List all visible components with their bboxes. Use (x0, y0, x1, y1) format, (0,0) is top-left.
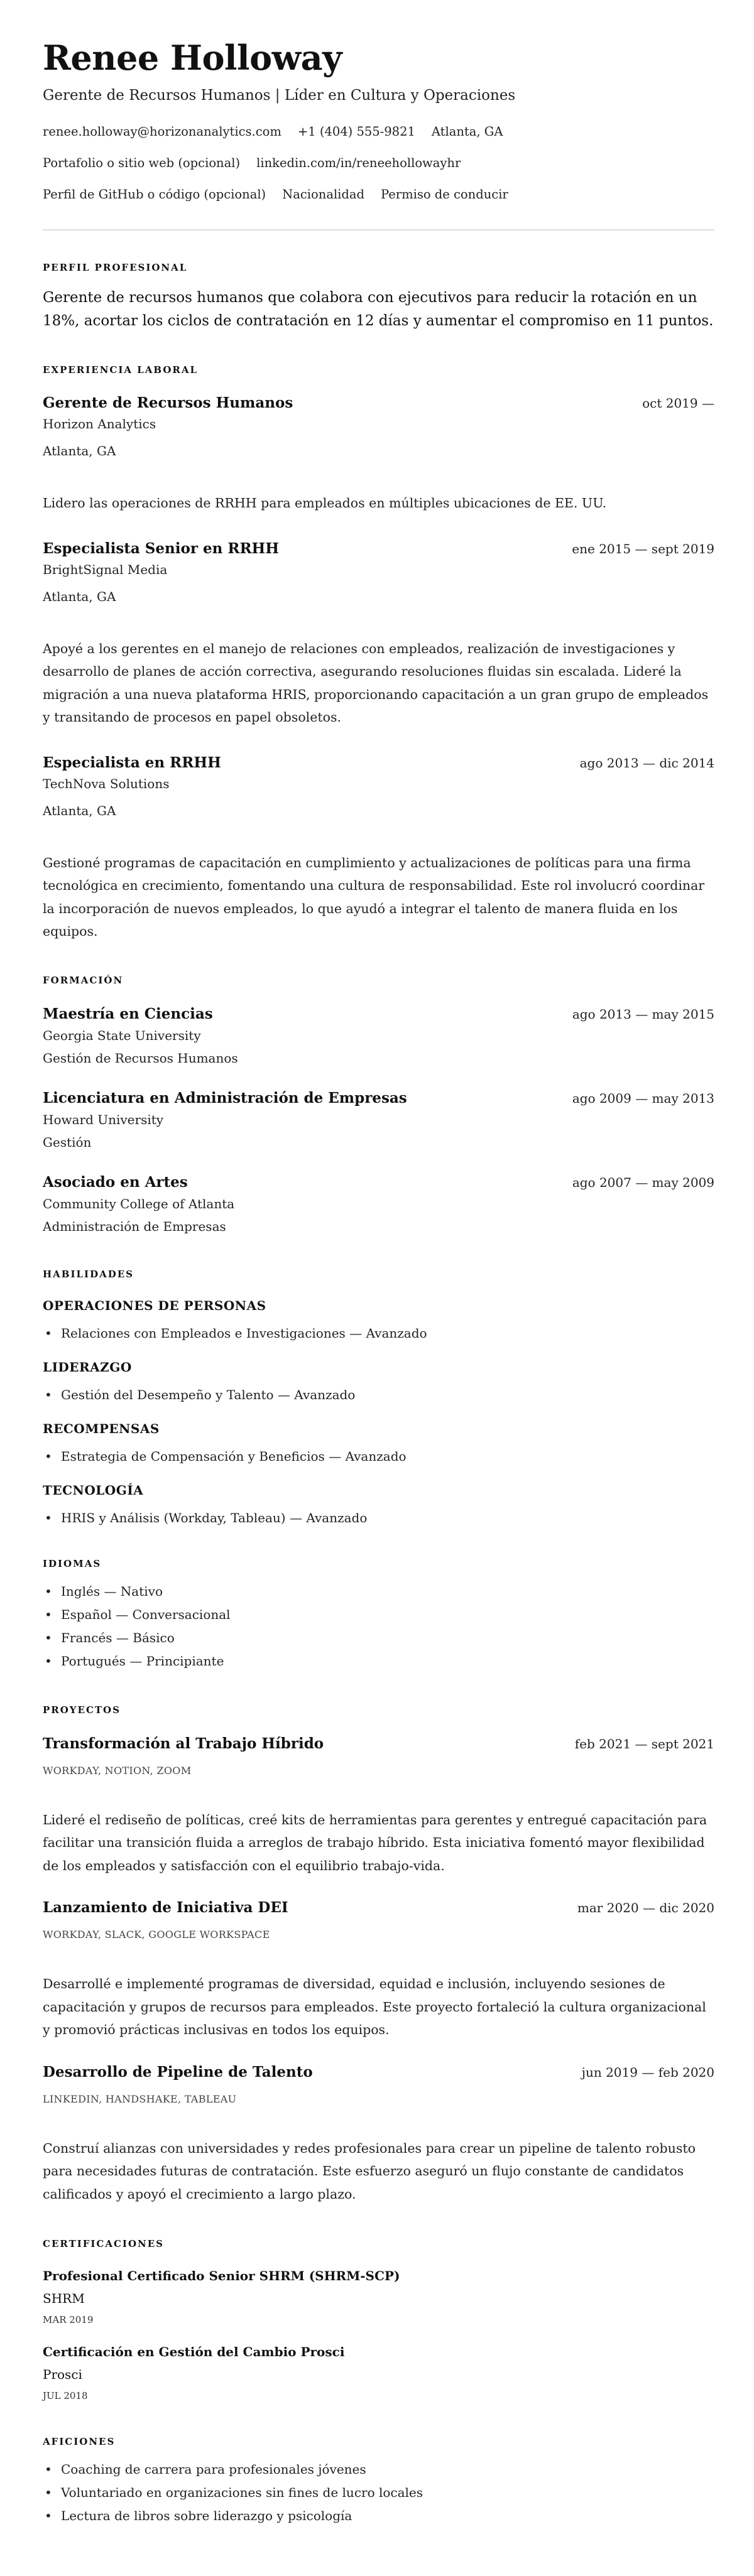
project-header (43, 2063, 714, 2082)
education-dates: ago 2013 — may 2015 (572, 1006, 714, 1022)
project-dates: jun 2019 — feb 2020 (581, 2064, 714, 2080)
language-item-text: Español — Conversacional (61, 1606, 231, 1622)
field-of-study: Gestión (43, 1134, 92, 1150)
bullet-icon: • (45, 1653, 52, 1669)
project-header (43, 1734, 714, 1753)
education-dates: ago 2007 — may 2009 (572, 1174, 714, 1190)
certification-name: Certificación en Gestión del Cambio Prosci (43, 2344, 345, 2359)
contact-item: Nacionalidad (282, 187, 365, 202)
certification-date: JUL 2018 (43, 2390, 88, 2401)
hobby-item (45, 2504, 714, 2528)
skill-item (45, 1386, 714, 1404)
bullet-icon: • (45, 1387, 52, 1402)
skill-item-list (43, 1509, 714, 1527)
section-heading: FORMACIÓN (43, 974, 124, 986)
section-heading: PROYECTOS (43, 1704, 121, 1716)
language-item (45, 1650, 714, 1673)
projects-section (43, 1704, 714, 2206)
section-heading: CERTIFICACIONES (43, 2238, 164, 2249)
project-title: Lanzamiento de Iniciativa DEI (43, 1899, 288, 1916)
section-heading: HABILIDADES (43, 1268, 134, 1280)
project-title: Transformación al Trabajo Híbrido (43, 1734, 324, 1752)
school-name: Community College of Atlanta (43, 1196, 235, 1211)
header-divider (43, 229, 714, 230)
project-tools: WORKDAY, NOTION, ZOOM (43, 1764, 192, 1777)
hobby-item (45, 2481, 714, 2504)
job-header (43, 754, 714, 772)
skill-item-text: Relaciones con Empleados e Investigaciones — Avanzado (61, 1325, 427, 1341)
language-item-text: Francés — Básico (61, 1630, 175, 1645)
skill-item-text: HRIS y Análisis (Workday, Tableau) — Avanzado (61, 1510, 368, 1525)
job-dates: ago 2013 — dic 2014 (579, 755, 714, 771)
language-item (45, 1626, 714, 1650)
job-description: Lidero las operaciones de RRHH para empleados en múltiples ubicaciones de EE. UU. (43, 495, 607, 511)
bullet-icon: • (45, 1448, 52, 1464)
section-heading: IDIOMAS (43, 1557, 102, 1569)
resume-header (43, 38, 714, 230)
job-title: Especialista en RRHH (43, 754, 221, 771)
hobby-item-text: Lectura de libros sobre liderazgo y psicología (61, 2508, 352, 2523)
project-tools: LINKEDIN, HANDSHAKE, TABLEAU (43, 2092, 237, 2105)
languages-section (43, 1557, 714, 1673)
skill-item-text: Estrategia de Compensación y Beneficios — Avanzado (61, 1448, 407, 1464)
certification-entry (43, 2267, 714, 2326)
education-header (43, 1005, 714, 1024)
education-entry (43, 1173, 714, 1235)
contact-item: Atlanta, GA (431, 124, 503, 139)
education-header (43, 1173, 714, 1192)
language-item (45, 1580, 714, 1603)
job-title: Especialista Senior en RRHH (43, 539, 280, 557)
contact-item: Permiso de conducir (381, 187, 508, 202)
certification-issuer: Prosci (43, 2367, 82, 2382)
hobby-item (45, 2458, 714, 2481)
contact-item: Portafolio o sitio web (opcional) (43, 156, 241, 170)
field-of-study: Gestión de Recursos Humanos (43, 1050, 238, 1066)
skill-item-list (43, 1386, 714, 1404)
project-entry (43, 2063, 714, 2206)
job-header (43, 394, 714, 413)
candidate-title: Gerente de Recursos Humanos | Líder en Cultura y Operaciones (43, 87, 516, 104)
project-header (43, 1898, 714, 1917)
degree-name: Maestría en Ciencias (43, 1005, 213, 1022)
project-dates: mar 2020 — dic 2020 (577, 1900, 714, 1915)
education-entry (43, 1089, 714, 1151)
project-entry (43, 1734, 714, 1878)
company-name: Horizon Analytics (43, 416, 156, 431)
job-header (43, 539, 714, 558)
education-entry (43, 1005, 714, 1067)
bullet-icon: • (45, 1583, 52, 1599)
company-name: TechNova Solutions (43, 776, 170, 791)
contact-link[interactable]: renee.holloway@horizonanalytics.com (43, 124, 281, 139)
education-section (43, 974, 714, 1235)
contact-item: +1 (404) 555-9821 (297, 124, 415, 139)
certification-name: Profesional Certificado Senior SHRM (SHRM-SCP) (43, 2268, 400, 2283)
job-entry (43, 394, 714, 515)
field-of-study: Administración de Empresas (43, 1218, 226, 1234)
job-entry (43, 539, 714, 729)
bullet-icon: • (45, 2508, 52, 2523)
bullet-icon: • (45, 1325, 52, 1341)
job-location: Atlanta, GA (43, 443, 116, 458)
bullet-icon: • (45, 1606, 52, 1622)
skill-item (45, 1509, 714, 1527)
job-dates: oct 2019 — (642, 396, 714, 411)
project-entry (43, 1898, 714, 2042)
skill-category: RECOMPENSAS (43, 1421, 160, 1436)
language-item-list (43, 1580, 714, 1673)
skill-item (45, 1448, 714, 1465)
contact-row (43, 155, 714, 171)
project-tools: WORKDAY, SLACK, GOOGLE WORKSPACE (43, 1929, 270, 1940)
job-entry (43, 754, 714, 943)
certification-date: MAR 2019 (43, 2314, 94, 2325)
contact-item: Perfil de GitHub o código (opcional) (43, 187, 266, 202)
hobby-item-text: Coaching de carrera para profesionales jóvenes (61, 2462, 366, 2477)
contact-row (43, 124, 714, 140)
resume-page (43, 0, 714, 2528)
job-location: Atlanta, GA (43, 588, 116, 604)
language-item-text: Inglés — Nativo (61, 1583, 163, 1599)
skill-category: TECNOLOGÍA (43, 1482, 144, 1498)
job-title: Gerente de Recursos Humanos (43, 394, 293, 411)
section-heading: EXPERIENCIA LABORAL (43, 364, 199, 376)
project-dates: feb 2021 — sept 2021 (574, 1736, 714, 1751)
certification-entry (43, 2343, 714, 2402)
skill-item (45, 1324, 714, 1342)
job-location: Atlanta, GA (43, 803, 116, 818)
skill-item-text: Gestión del Desempeño y Talento — Avanzado (61, 1387, 356, 1402)
bullet-icon: • (45, 2485, 52, 2500)
section-heading: AFICIONES (43, 2436, 116, 2447)
school-name: Georgia State University (43, 1027, 201, 1043)
certification-issuer: SHRM (43, 2291, 85, 2306)
skill-category: LIDERAZGO (43, 1359, 132, 1375)
summary-text: Gerente de recursos humanos que colabora con ejecutivos para reducir la rotación en un 18%, acortar los ciclos de contratación en 12 días y aumentar el compromiso en 11 puntos. (43, 290, 714, 329)
bullet-icon: • (45, 1510, 52, 1525)
school-name: Howard University (43, 1112, 164, 1127)
hobby-item-text: Voluntariado en organizaciones sin fines de lucro locales (61, 2485, 423, 2500)
summary-section (43, 261, 714, 333)
project-title: Desarrollo de Pipeline de Talento (43, 2063, 313, 2081)
bullet-icon: • (45, 2462, 52, 2477)
company-name: BrightSignal Media (43, 561, 168, 577)
skill-category: OPERACIONES DE PERSONAS (43, 1297, 266, 1313)
contact-row (43, 187, 714, 203)
degree-name: Asociado en Artes (43, 1173, 188, 1191)
section-heading: PERFIL PROFESIONAL (43, 262, 188, 273)
language-item-text: Portugués — Principiante (61, 1653, 224, 1669)
hobby-item-list (43, 2458, 714, 2528)
education-header (43, 1089, 714, 1108)
skill-item-list (43, 1448, 714, 1465)
degree-name: Licenciatura en Administración de Empresas (43, 1089, 407, 1107)
contact-info (43, 124, 714, 203)
skills-section (43, 1268, 714, 1527)
experience-section (43, 364, 714, 943)
job-description: Apoyé a los gerentes en el manejo de relaciones con empleados, realización de investigaciones y desarrollo de planes de acción correctiva, asegurando resoluciones fluidas sin escalada. Lideré la migración a una nueva plataforma HRIS, proporcionando capacitación a un gran grupo de empleados y transitando de procesos en papel obsoletos. (43, 641, 709, 725)
contact-link[interactable]: linkedin.com/in/reneehollowayhr (256, 156, 461, 170)
education-dates: ago 2009 — may 2013 (572, 1090, 714, 1106)
project-description: Lideré el rediseño de políticas, creé kits de herramientas para gerentes y entregué capacitación para facilitar una transición fluida a arreglos de trabajo híbrido. Esta iniciativa fomentó mayor flexibilidad de los empleados y satisfacción con el equilibrio trabajo-vida. (43, 1812, 708, 1873)
project-description: Desarrollé e implementé programas de diversidad, equidad e inclusión, incluyendo sesiones de capacitación y grupos de recursos para empleados. Este proyecto fortaleció la cultura organizacional y promovió prácticas inclusivas en todos los equipos. (43, 1976, 706, 2037)
project-description: Construí alianzas con universidades y redes profesionales para crear un pipeline de talento robusto para necesidades futuras de contratación. Este esfuerzo aseguró un flujo constante de candidatos calificados y apoyó el crecimiento a largo plazo. (43, 2140, 696, 2202)
job-description: Gestioné programas de capacitación en cumplimiento y actualizaciones de políticas para una firma tecnológica en crecimiento, fomentando una cultura de responsabilidad. Este rol involucró coordinar la incorporación de nuevos empleados, lo que ayudó a integrar el talento de manera fluida en los equipos. (43, 855, 705, 939)
certifications-section (43, 2238, 714, 2402)
candidate-name: Renee Holloway (43, 38, 342, 78)
hobbies-section (43, 2435, 714, 2528)
bullet-icon: • (45, 1630, 52, 1645)
language-item (45, 1603, 714, 1626)
skill-item-list (43, 1324, 714, 1342)
job-dates: ene 2015 — sept 2019 (572, 541, 714, 556)
